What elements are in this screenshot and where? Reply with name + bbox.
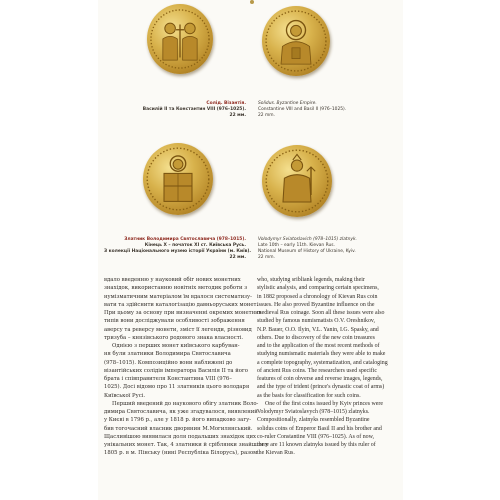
text-line: (978–1015). Композиційно вони наближені до: [104, 359, 233, 366]
text-line: others. Due to discovery of the new coin treasures: [257, 334, 375, 341]
text-line: вати та здійснити каталогізацію давньоруських монет.: [104, 301, 259, 308]
text-line: аверсу та реверсу монети, зміст її легенди, різновид: [104, 326, 252, 333]
caption-solidus-ua: [110, 101, 246, 119]
text-line: ня були златники Володимира Святославича: [104, 351, 231, 358]
caption-line: National Museum of History of Ukraine, Kyiv.: [258, 249, 356, 254]
caption-line: З колекції Національного музею історії України (м. Київ).: [104, 249, 252, 254]
caption-zlatnyk-ua: [104, 237, 252, 261]
enthroned-prince-image: [262, 145, 332, 217]
text-line: studied by famous numismatists O.V. Oreshnikov,: [257, 318, 375, 325]
coin-solidus-obverse: [147, 4, 213, 74]
text-line: типів вони досліджували особливості зображення: [104, 318, 245, 325]
text-line: the Kievan Rus.: [257, 450, 295, 457]
enthroned-christ-image: [143, 143, 213, 215]
page-top-ornament: [250, 0, 254, 4]
text-line: вдало введенню у науковий обіг нових монетних: [104, 277, 241, 283]
caption-size: 22 мм.: [229, 255, 246, 260]
text-line: бив тогочасний власник дворянин М.Могилянський.: [104, 425, 253, 432]
caption-size: 22 mm.: [258, 255, 275, 260]
text-line: унікальних монет. Так, 4 златники й сріблянки знайшли у: [104, 442, 269, 448]
body-column-en: [257, 276, 402, 458]
text-line: co-ruler Constantine VIII (976–1025). As of now,: [257, 433, 374, 440]
text-line: Київської Русі.: [104, 392, 146, 399]
text-line: Compositionally, zlatnyks resembled Byzantine: [257, 417, 370, 424]
text-line: тризуба – князівського родового знака власності.: [104, 334, 244, 341]
caption-title: Златник Володимира Святославича (978–1015).: [124, 237, 246, 242]
caption-line: Constantine VIII and Basil II (976–1025).: [258, 107, 347, 112]
text-line: a complete topography, systematization, and cataloging: [257, 359, 388, 366]
text-line: Щасливішою виявилася доля подальших знахідок цих: [104, 433, 257, 440]
caption-title: Volodymyr Sviatoslavich (978–1015) zlatnyk.: [258, 237, 357, 242]
caption-title: Солід. Візантія.: [206, 101, 246, 106]
text-line: medieval Rus coinage. Soon all these issues were also: [257, 310, 385, 316]
caption-size: 22 мм.: [229, 113, 246, 118]
text-line: and the type of trident (prince's dynastic coat of arms): [257, 384, 385, 391]
text-line: Перший введений до наукового обігу златник Воло-: [112, 400, 259, 407]
caption-line: Кінець X – початок XI ст. Київська Русь.: [144, 243, 246, 248]
text-line: in 1882 proposed a chronology of Kievan Rus coin: [257, 293, 378, 300]
caption-solidus-en: [258, 101, 398, 119]
text-line: stylistic analysis, and comparing certain specimens,: [257, 285, 379, 292]
text-line: One of the first coins issued by Kyiv princes were: [265, 400, 383, 407]
text-line: issues. He also proved Byzantine influence on the: [257, 301, 375, 308]
text-line: 1025). Досі відомо про 11 златників цього володаря: [104, 384, 250, 391]
caption-line: Василій II та Константин VIII (976–1025).: [142, 107, 246, 112]
text-line: as the basis for classification for such coins.: [257, 392, 361, 399]
caption-size: 22 mm.: [258, 113, 275, 118]
text-line: 1805 р. в м. Пінську (нині Республіка Білорусь), разом: [104, 450, 258, 457]
caption-title: Solidus. Byzantine Empire.: [258, 101, 317, 106]
text-line: of ancient Rus coins. The researchers used specific: [257, 367, 377, 374]
text-line: брата і співправителя Константина VIII (976–: [104, 376, 232, 382]
caption-zlatnyk-en: [258, 237, 398, 261]
text-line: візантійських солідів імператора Василія II та його: [104, 367, 248, 374]
text-line: and to the application of the most recent methods of: [257, 343, 380, 349]
text-line: димира Святославича, як уже згадувалося, виявлений: [104, 409, 258, 415]
text-line: у Києві в 1796 р., але у 1818 р. його випадково загу-: [104, 417, 252, 424]
text-line: studying numismatic materials they were able to make: [257, 351, 386, 358]
body-column-ua: [104, 276, 269, 458]
text-line: who, studying sribliank legends, making their: [257, 277, 365, 283]
text-line: Volodymyr Sviatoslavych (978–1015) zlatnyks.: [257, 409, 370, 415]
coin-zlatnyk-reverse: [262, 145, 332, 217]
text-line: there are 11 known zlatnyks issued by this ruler of: [257, 442, 376, 448]
text-line: знахідок, використанню новітніх методик роботи з: [104, 285, 248, 292]
text-line: N.P. Bauer, O.O. Ilyin, V.L. Yanin, I.G. Spasky, and: [257, 326, 379, 333]
text-line: нумізматичним матеріалом їм вдалося систематизу-: [104, 293, 252, 300]
text-line: solidus coins of Emperor Basil II and his brother and: [257, 425, 382, 432]
coin-solidus-reverse: [262, 6, 330, 76]
text-line: Однією з перших монет київського карбуван-: [112, 343, 240, 349]
coin-zlatnyk-obverse: [143, 143, 213, 215]
text-line: При цьому за основу при визначенні окремих монетних: [104, 310, 262, 316]
text-line: features of coin obverse and reverse images, legends,: [257, 376, 383, 382]
christ-pantocrator-image: [262, 6, 330, 76]
caption-line: Late 10th – early 11th. Kievan Rus.: [258, 243, 335, 248]
two-emperors-image: [147, 4, 213, 74]
